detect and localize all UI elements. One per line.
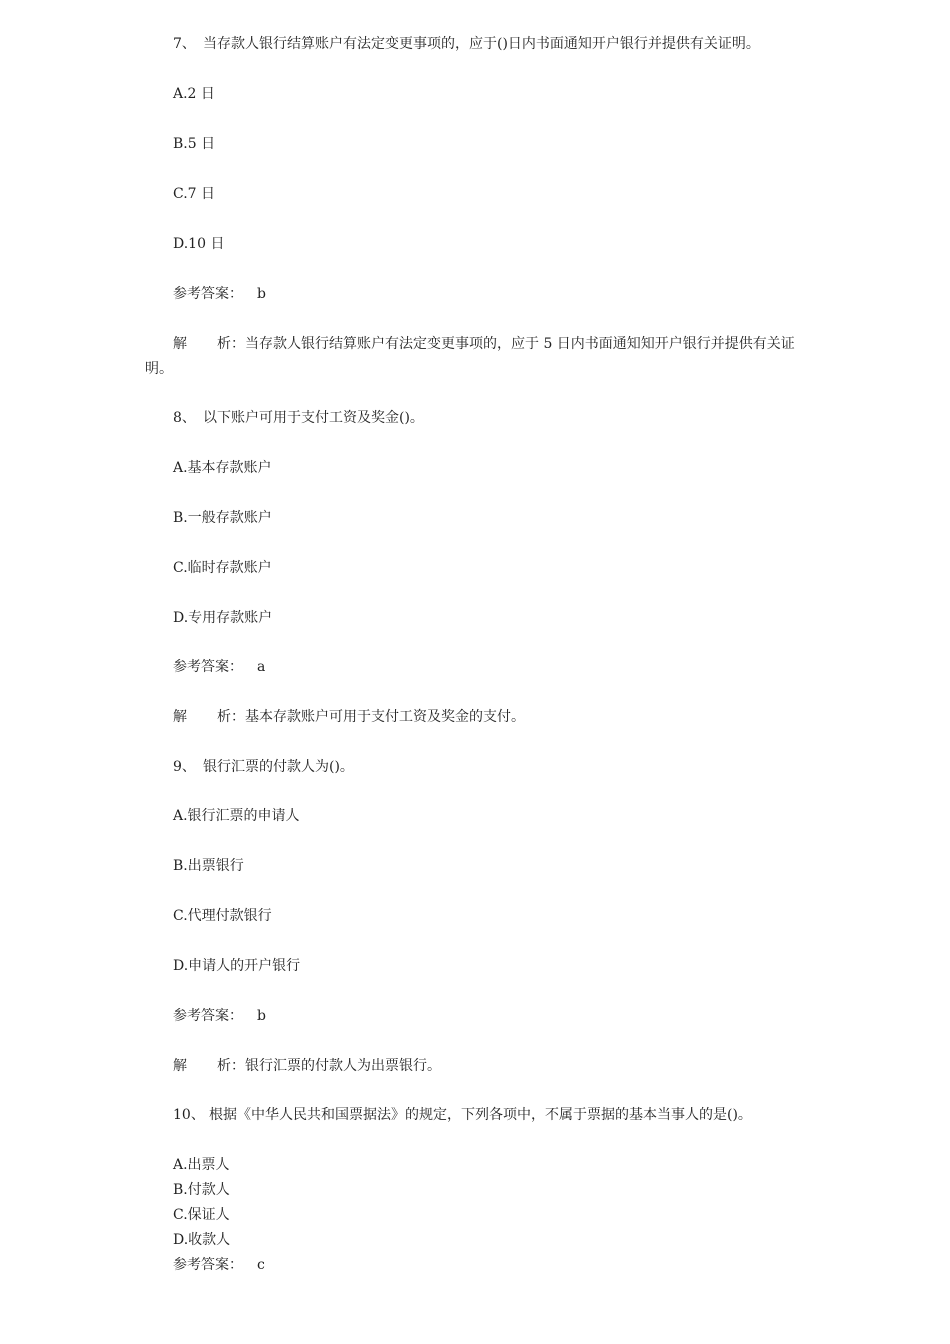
option-a: A.基本存款账户 <box>173 460 272 476</box>
answer-value: c <box>257 1257 265 1273</box>
option-b: B.付款人 <box>173 1182 230 1198</box>
question-8 <box>173 408 424 428</box>
analysis-continuation: 明。 <box>145 361 173 377</box>
option-a: A.出票人 <box>173 1157 230 1173</box>
question-number: 8、 <box>173 410 196 426</box>
analysis-label: 解 <box>173 1058 187 1074</box>
answer-value: b <box>257 286 266 302</box>
option-a: A.2 日 <box>173 86 215 102</box>
option-a: A.银行汇票的申请人 <box>173 808 300 824</box>
answer-label: 参考答案： <box>173 286 243 302</box>
analysis-text: 析：银行汇票的付款人为出票银行。 <box>217 1058 441 1074</box>
option-c: C.7 日 <box>173 186 216 202</box>
answer-value: b <box>257 1008 266 1024</box>
question-number: 9、 <box>173 759 196 775</box>
answer-line <box>173 1006 266 1026</box>
option-d: D.10 日 <box>173 236 225 252</box>
option-d: D.专用存款账户 <box>173 610 273 626</box>
option-b: B.一般存款账户 <box>173 510 272 526</box>
answer-value: a <box>257 659 266 675</box>
question-9 <box>173 757 354 777</box>
answer-label: 参考答案： <box>173 659 243 675</box>
option-c: C.保证人 <box>173 1207 230 1223</box>
option-d: D.收款人 <box>173 1232 231 1248</box>
question-text: 当存款人银行结算账户有法定变更事项的，应于()日内书面通知开户银行并提供有关证明。 <box>203 36 760 52</box>
analysis-text: 析：当存款人银行结算账户有法定变更事项的，应于 5 日内书面通知知开户银行并提供有关证 <box>217 336 795 352</box>
answer-line <box>173 1255 265 1275</box>
analysis-line <box>173 707 525 727</box>
answer-label: 参考答案： <box>173 1008 243 1024</box>
option-c: C.临时存款账户 <box>173 560 272 576</box>
question-number: 7、 <box>173 36 196 52</box>
answer-line <box>173 657 265 677</box>
question-text: 根据《中华人民共和国票据法》的规定，下列各项中，不属于票据的基本当事人的是()。 <box>209 1107 752 1123</box>
question-text: 以下账户可用于支付工资及奖金()。 <box>203 410 424 426</box>
analysis-line <box>173 1056 441 1076</box>
answer-line <box>173 284 266 304</box>
question-7 <box>173 34 760 54</box>
answer-label: 参考答案： <box>173 1257 243 1273</box>
question-number: 10、 <box>173 1107 205 1123</box>
option-b: B.出票银行 <box>173 858 244 874</box>
option-b: B.5 日 <box>173 136 216 152</box>
question-10 <box>173 1105 752 1125</box>
analysis-text: 析：基本存款账户可用于支付工资及奖金的支付。 <box>217 709 525 725</box>
analysis-label: 解 <box>173 709 187 725</box>
question-text: 银行汇票的付款人为()。 <box>203 759 354 775</box>
option-c: C.代理付款银行 <box>173 908 272 924</box>
option-d: D.申请人的开户银行 <box>173 958 301 974</box>
analysis-line <box>173 334 795 354</box>
analysis-label: 解 <box>173 336 187 352</box>
